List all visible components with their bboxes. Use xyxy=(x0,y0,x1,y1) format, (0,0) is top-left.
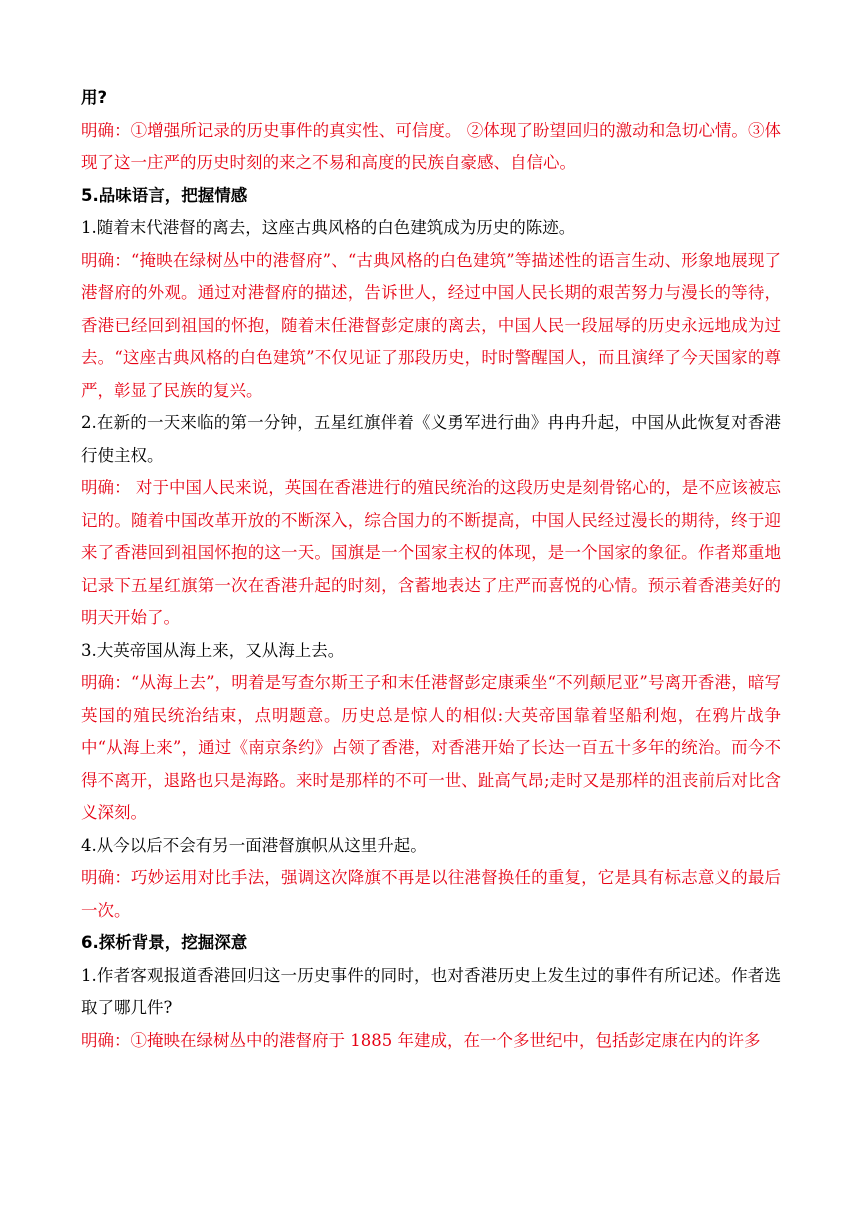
section-heading-6: 6.探析背景，挖掘深意 xyxy=(81,933,248,952)
question-paragraph-2: 2.在新的一天来临的第一分钟，五星红旗伴着《义勇军进行曲》冉冉升起，中国从此恢复对香港行使主权。 xyxy=(81,413,781,465)
question-paragraph-1: 1.随着末代港督的离去，这座古典风格的白色建筑成为历史的陈迹。 xyxy=(81,218,576,237)
question-paragraph-3: 3.大英帝国从海上来，又从海上去。 xyxy=(81,640,345,660)
answer-paragraph-3: 明确：“从海上去”，明着是写查尔斯王子和末任港督彭定康乘坐“不列颠尼亚”号离开香港，暗写英国的殖民统治结束，点明题意。历史总是惊人的相似:大英帝国靠着坚船利炮，在鸦片战争中“从海上来”，通过《南京条约》占领了香港，对香港开始了长达一百五十多年的统治。而今不得不离开，退路也只是海路。来时是那样的不可一世、趾高气昂;走时又是那样的沮丧前后对比含义深刻。 xyxy=(81,673,781,822)
paragraph-question-tail: 用? xyxy=(81,88,108,107)
answer-paragraph-2: 明确： 对于中国人民来说，英国在香港进行的殖民统治的这段历史是刻骨铭心的，是不应该被忘记的。随着中国改革开放的不断深入，综合国力的不断提高，中国人民经过漫长的期待，终于迎来了香港回到祖国怀抱的这一天。国旗是一个国家主权的体现，是一个国家的象征。作者郑重地记录下五星红旗第一次在香港升起的时刻，含蓄地表达了庄严而喜悦的心情。预示着香港美好的明天开始了。 xyxy=(81,478,781,627)
answer-paragraph-6-1: 明确：①掩映在绿树丛中的港督府于 1885 年建成，在一个多世纪中，包括彭定康在内的许多 xyxy=(81,1030,761,1050)
answer-paragraph: 明确：①增强所记录的历史事件的真实性、可信度。 ②体现了盼望回归的激动和急切心情。③体现了这一庄严的历史时刻的来之不易和高度的民族自豪感、自信心。 xyxy=(81,120,781,172)
question-paragraph-4: 4.从今以后不会有另一面港督旗帜从这里升起。 xyxy=(81,835,427,855)
question-paragraph-6-1: 1.作者客观报道香港回归这一历史事件的同时，也对香港历史上发生过的事件有所记述。作者选取了哪几件? xyxy=(81,965,781,1017)
document-body xyxy=(81,82,781,1057)
answer-paragraph-4: 明确：巧妙运用对比手法，强调这次降旗不再是以往港督换任的重复，它是具有标志意义的最后一次。 xyxy=(81,868,781,920)
answer-paragraph-1: 明确：“掩映在绿树丛中的港督府”、“古典风格的白色建筑”等描述性的语言生动、形象地展现了港督府的外观。通过对港督府的描述，告诉世人，经过中国人民长期的艰苦努力与漫长的等待，香港已经回到祖国的怀抱，随着末任港督彭定康的离去，中国人民一段屈辱的历史永远地成为过去。“这座古典风格的白色建筑”不仅见证了那段历史，时时警醒国人，而且演绎了今天国家的尊严，彰显了民族的复兴。 xyxy=(81,250,781,400)
section-heading-5: 5.品味语言，把握情感 xyxy=(81,185,248,205)
